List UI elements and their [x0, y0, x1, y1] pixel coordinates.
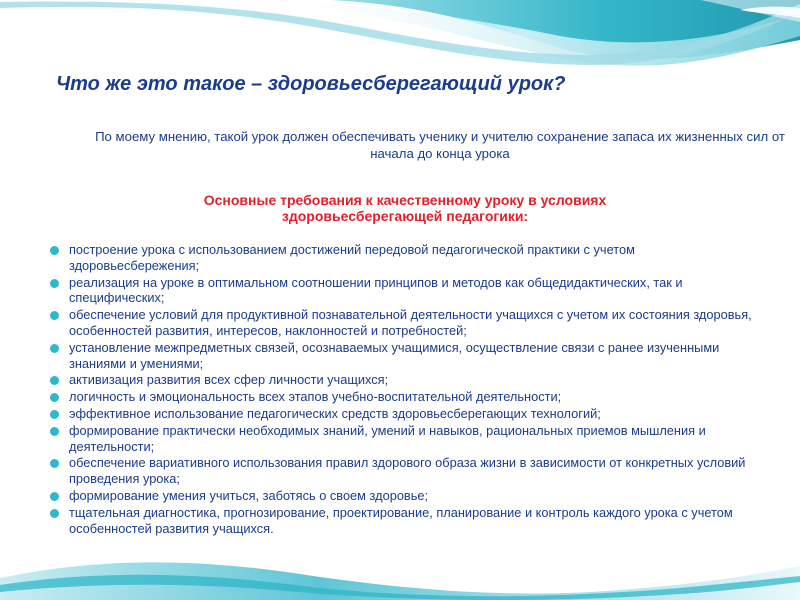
list-item-text: эффективное использование педагогических средств здоровьесберегающих технологий; [69, 405, 601, 421]
list-item-text: активизация развития всех сфер личности учащихся; [69, 372, 389, 388]
list-item-text: обеспечение вариативного использования правил здорового образа жизни в зависимости от конкретных условий проведения урока; [69, 455, 746, 487]
list-item [46, 488, 766, 504]
intro-text: По моему мнению, такой урок должен обеспечивать ученику и учителю сохранение запаса их жизненных сил от начала до конца урока [95, 129, 785, 161]
list-item [46, 307, 766, 339]
list-item [46, 455, 766, 487]
bullet-dot-icon [50, 279, 59, 288]
bullet-dot-icon [50, 427, 59, 436]
slide-title: Что же это такое – здоровьесберегающий урок? [56, 73, 566, 95]
list-item-text: формирование практически необходимых знаний, умений и навыков, рациональных приемов мышления и деятельности; [69, 422, 706, 454]
bullet-dot-icon [50, 509, 59, 518]
bullet-dot-icon [50, 344, 59, 353]
list-item [46, 423, 766, 455]
list-item-text: обеспечение условий для продуктивной познавательной деятельности учащихся с учетом их состояния здоровья, особенностей развития, интересов, наклонностей и потребностей; [69, 307, 752, 338]
list-item [46, 242, 766, 274]
list-item [46, 275, 766, 307]
list-item [46, 340, 766, 372]
bullet-dot-icon [50, 311, 59, 320]
bullet-dot-icon [50, 459, 59, 468]
requirements-heading: Основные требования к качественному уроку в условиях здоровьесберегающей педагогики: [203, 192, 607, 224]
bullet-dot-icon [50, 393, 59, 402]
bullet-dot-icon [50, 410, 59, 419]
list-item [46, 389, 766, 405]
list-item-text: логичность и эмоциональность всех этапов учебно-воспитательной деятельности; [69, 389, 562, 405]
bullet-dot-icon [50, 246, 59, 255]
bullet-dot-icon [50, 492, 59, 501]
bullet-dot-icon [50, 376, 59, 385]
list-item-text: реализация на уроке в оптимальном соотношении принципов и методов как общедидактических, так и специфических; [69, 274, 683, 306]
list-item [46, 406, 766, 422]
list-item-text: установление межпредметных связей, осознаваемых учащимися, осуществление связи с ранее изученными знаниями и умениями; [69, 339, 720, 371]
requirements-list [46, 242, 766, 537]
list-item [46, 372, 766, 388]
list-item [46, 505, 766, 537]
list-item-text: тщательная диагностика, прогнозирование, проектирование, планирование и контроль каждого урока с учетом особенностей развития учащихся. [69, 504, 733, 536]
list-item-text: формирование умения учиться, заботясь о своем здоровье; [69, 487, 429, 503]
list-item-text: построение урока с использованием достижений передовой педагогической практики с учетом здоровьесбережения; [69, 242, 635, 273]
